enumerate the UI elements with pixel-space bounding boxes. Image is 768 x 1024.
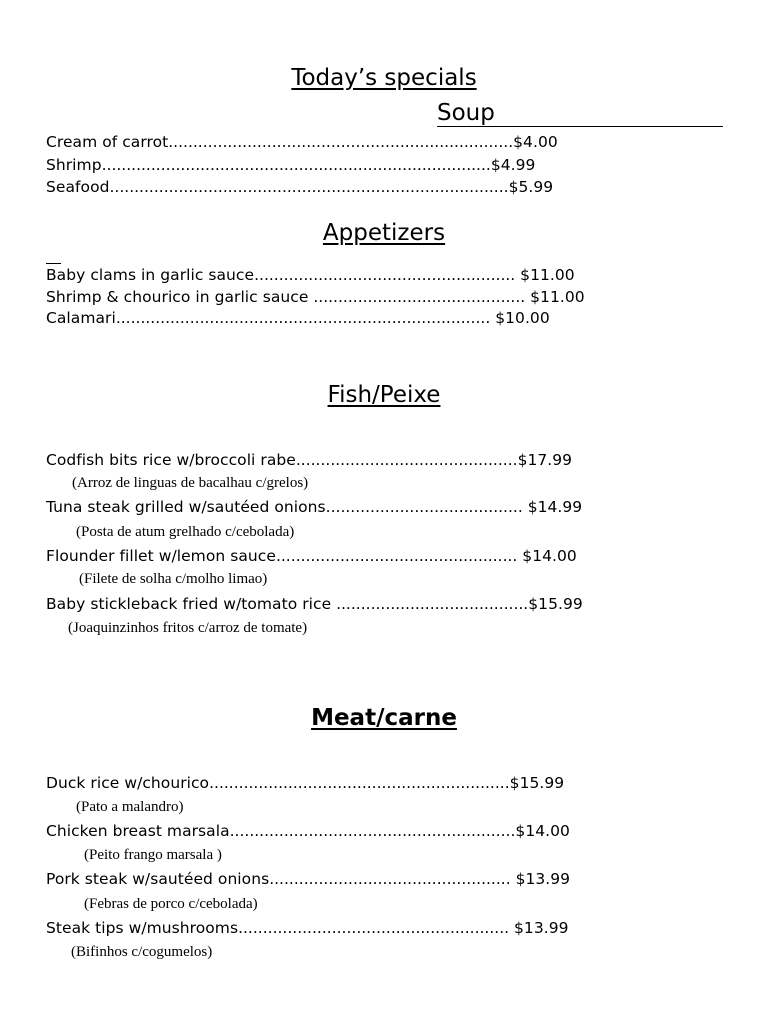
menu-item — [46, 308, 550, 328]
page-title: Today’s specials — [291, 65, 477, 91]
item-leader: ................................................. — [269, 870, 516, 888]
item-translation: (Peito frango marsala ) — [84, 847, 222, 863]
menu-item — [46, 821, 570, 841]
item-name: Pork steak w/sautéed onions — [46, 870, 270, 888]
item-name: Flounder fillet w/lemon sauce — [46, 547, 276, 565]
item-name: Steak tips w/mushrooms — [46, 919, 239, 937]
item-name: Calamari — [46, 309, 116, 327]
item-price: $17.99 — [517, 451, 573, 469]
item-leader: ........................................ — [325, 498, 528, 516]
item-price: $14.99 — [527, 498, 583, 516]
menu-item — [46, 450, 572, 470]
item-name: Shrimp — [46, 156, 102, 174]
menu-item — [46, 497, 582, 517]
item-price: $13.99 — [515, 870, 571, 888]
item-leader: ...................................................................... — [168, 133, 514, 151]
item-price: $14.00 — [515, 822, 570, 840]
item-price: $5.99 — [508, 178, 554, 196]
item-price: $14.00 — [522, 547, 577, 565]
item-translation: (Filete de solha c/molho limao) — [79, 571, 268, 587]
menu-item — [46, 546, 577, 566]
item-leader: ............................................................................... — [101, 156, 491, 174]
item-leader: ....................................... — [331, 595, 529, 613]
meat-heading: Meat/carne — [311, 705, 457, 731]
item-translation: (Joaquinzinhos fritos c/arroz de tomate) — [68, 620, 308, 636]
menu-item — [46, 918, 569, 938]
item-translation: (Pato a malandro) — [76, 799, 184, 815]
item-price: $15.99 — [509, 774, 565, 792]
item-leader: ............................................. — [295, 451, 518, 469]
item-leader: .......................................................... — [229, 822, 516, 840]
item-leader: ................................................. — [275, 547, 523, 565]
item-price: $4.99 — [490, 156, 536, 174]
item-leader: ............................................................. — [209, 774, 510, 792]
item-name: Cream of carrot — [46, 133, 169, 151]
menu-item — [46, 265, 575, 285]
item-leader: ................................................................................. — [109, 178, 509, 196]
item-name: Tuna steak grilled w/sautéed onions — [46, 498, 326, 516]
item-price: $13.99 — [514, 919, 569, 937]
menu-item — [46, 773, 564, 793]
item-price: $11.00 — [520, 266, 575, 284]
item-translation: (Bifinhos c/cogumelos) — [71, 944, 213, 960]
item-name: Codfish bits rice w/broccoli rabe — [46, 451, 296, 469]
item-name: Chicken breast marsala — [46, 822, 230, 840]
item-name: Baby stickleback fried w/tomato rice — [46, 595, 332, 613]
item-name: Shrimp & chourico in garlic sauce — [46, 288, 309, 306]
item-price: $11.00 — [530, 288, 585, 306]
item-translation: (Posta de atum grelhado c/cebolada) — [76, 524, 295, 540]
menu-item — [46, 132, 558, 152]
item-leader: ..................................................... — [254, 266, 521, 284]
menu-item — [46, 177, 553, 197]
soup-heading: Soup — [437, 99, 723, 127]
fish-heading: Fish/Peixe — [327, 382, 441, 408]
item-price: $10.00 — [495, 309, 550, 327]
item-leader: ....................................................... — [238, 919, 514, 937]
item-price: $4.00 — [513, 133, 558, 151]
item-name: Seafood — [46, 178, 110, 196]
stray-overline — [46, 263, 61, 264]
item-translation: (Febras de porco c/cebolada) — [84, 896, 258, 912]
menu-item — [46, 287, 585, 307]
item-name: Duck rice w/chourico — [46, 774, 210, 792]
item-translation: (Arroz de linguas de bacalhau c/grelos) — [72, 475, 309, 491]
menu-item — [46, 869, 570, 889]
item-name: Baby clams in garlic sauce — [46, 266, 255, 284]
item-leader: ........................................... — [308, 288, 531, 306]
item-leader: ............................................................................ — [115, 309, 496, 327]
item-price: $15.99 — [528, 595, 583, 613]
menu-item — [46, 155, 535, 175]
menu-item — [46, 594, 583, 614]
appetizers-heading: Appetizers — [322, 220, 446, 246]
